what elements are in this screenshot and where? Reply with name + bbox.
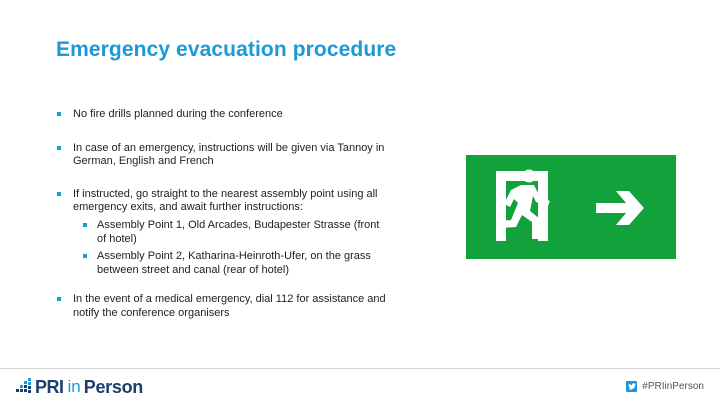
sub-bullet-list	[73, 219, 386, 277]
footer-divider	[0, 368, 720, 369]
hashtag	[626, 381, 704, 392]
logo-in-text: in	[67, 377, 81, 396]
bullet-item: No fire drills planned during the conference	[56, 108, 386, 122]
bullet-item: In case of an emergency, instructions will be given via Tannoy in German, English and French	[56, 142, 386, 169]
pri-in-person-logo	[16, 376, 143, 396]
sub-bullet-item: Assembly Point 1, Old Arcades, Budapester Strasse (front of hotel)	[83, 219, 386, 246]
twitter-icon	[626, 381, 637, 392]
bullet-list	[56, 108, 386, 321]
bullet-item	[56, 188, 386, 278]
bullet-item-text: If instructed, go straight to the nearest assembly point using all emergency exits, and await further instructions:	[73, 187, 378, 214]
logo-dots-icon	[16, 378, 32, 394]
slide-title: Emergency evacuation procedure	[56, 38, 397, 61]
logo-pri-text: PRI	[35, 377, 64, 397]
emergency-exit-sign-icon	[466, 155, 676, 259]
sub-bullet-item: Assembly Point 2, Katharina-Heinroth-Ufer, on the grass between street and canal (rear of hotel)	[83, 250, 386, 277]
hashtag-text: #PRIinPerson	[642, 381, 704, 392]
bullet-item: In the event of a medical emergency, dial 112 for assistance and notify the conference organisers	[56, 293, 386, 320]
logo-person-text: Person	[83, 377, 143, 397]
